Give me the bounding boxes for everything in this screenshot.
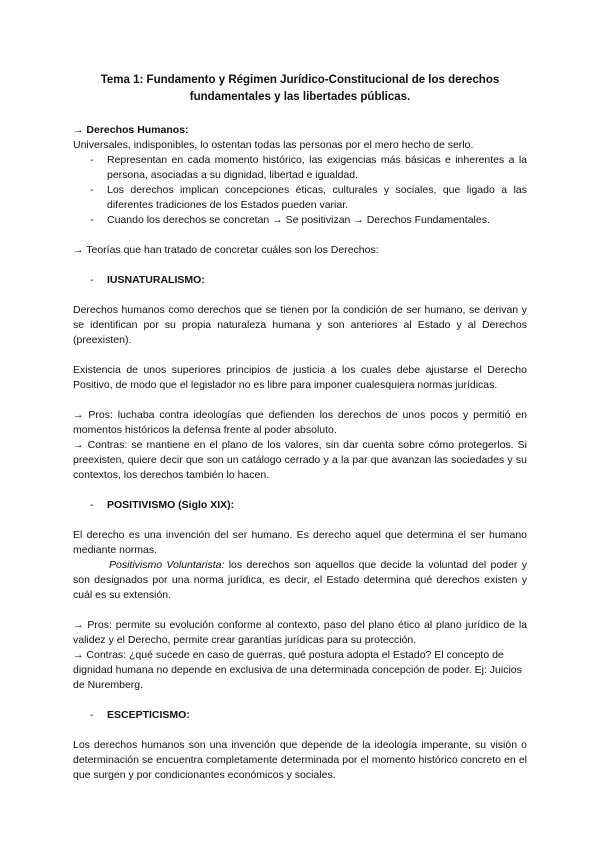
derechos-humanos-intro: Universales, indisponibles, lo ostentan todas las personas por el mero hecho de serlo. — [73, 139, 474, 151]
list-item: - Los derechos implican concepciones éticas, culturales y sociales, que ligado a las diferentes tradiciones de los Estados pueden variar. — [73, 183, 527, 213]
voluntarista-text: los derechos son aquellos que decide la voluntad del poder y son designados por una norma jurídica, es decir, el Estado determina qué derechos existen y cuál es su extensión. — [73, 559, 527, 601]
iusnaturalismo-heading: - IUSNATURALISMO: — [73, 273, 527, 288]
voluntarista-label: Positivismo Voluntarista: — [109, 559, 225, 571]
escepticismo-paragraph-1: Los derechos humanos son una invención que depende de la ideología imperante, su visión o determinación se encuentra completamente determinada por el momento histórico concreto en el que surgen y por condicionantes económicos y sociales. — [73, 739, 527, 781]
positivismo-paragraph-1: El derecho es una invención del ser humano. Es derecho aquel que determina el ser humano mediante normas. — [73, 529, 527, 556]
iusnaturalismo-contras: → Contras: se mantiene en el plano de los valores, sin dar cuenta sobre cómo protegerlos. Si preexisten, quiere decir que son un catálogo cerrado y a la par que avanzan las sociedades y su contextos, los derechos también lo hacen. — [73, 439, 527, 481]
iusnaturalismo-paragraph-2: Existencia de unos superiores principios de justicia a los cuales debe ajustarse el Derecho Positivo, de modo que el legislador no es libre para imponer cualesquiera normas jurídicas. — [73, 364, 527, 391]
derechos-humanos-list — [73, 153, 527, 228]
positivismo-contras: → Contras: ¿qué sucede en caso de guerras, qué postura adopta el Estado? El concepto de dignidad humana no depende en exclusiva de una determinada concepción de poder. Ej: Juicios de Nuremberg. — [73, 649, 522, 691]
document-title: Tema 1: Fundamento y Régimen Jurídico-Constitucional de los derechos fundamentales y las libertades públicas. — [100, 74, 500, 103]
positivismo-heading: - POSITIVISMO (Siglo XIX): — [73, 498, 527, 513]
iusnaturalismo-pros: → Pros: luchaba contra ideologías que defienden los derechos de unos pocos y permitió en momentos históricos la defensa frente al poder absoluto. — [73, 409, 527, 436]
positivismo-voluntarista-paragraph — [73, 558, 527, 603]
list-item: - Cuando los derechos se concretan → Se positivizan → Derechos Fundamentales. — [73, 213, 527, 228]
escepticismo-heading: - ESCEPTICISMO: — [73, 708, 527, 723]
positivismo-pros: → Pros: permite su evolución conforme al contexto, paso del plano ético al plano jurídico de la validez y el Derecho, permite crear garantías jurídicas para su protección. — [73, 619, 527, 646]
iusnaturalismo-paragraph-1: Derechos humanos como derechos que se tienen por la condición de ser humano, se derivan y se identifican por su propia naturaleza humana y son anteriores al Estado y al Derechos (preexisten). — [73, 304, 527, 346]
list-item: - Representan en cada momento histórico, las exigencias más básicas e inherentes a la persona, asociadas a su dignidad, libertad e igualdad. — [73, 153, 527, 183]
teorias-line: → Teorías que han tratado de concretar cuáles son los Derechos: — [73, 244, 379, 256]
derechos-humanos-heading: → Derechos Humanos: — [73, 124, 189, 136]
